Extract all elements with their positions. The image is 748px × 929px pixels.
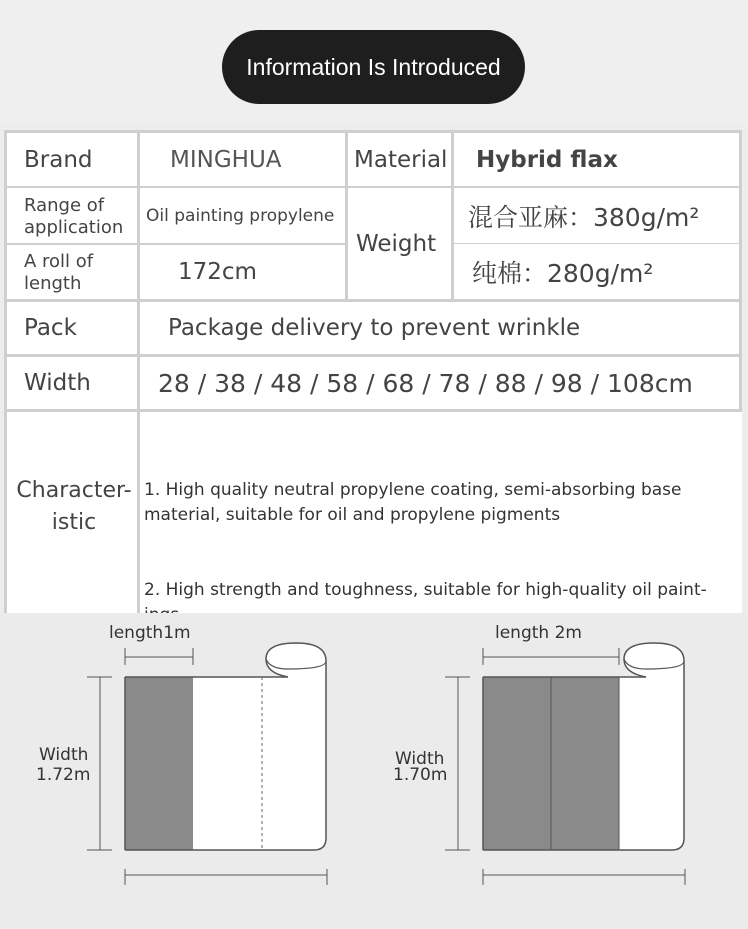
roll-length-label: A roll of length	[24, 250, 94, 294]
shaded-panel	[483, 677, 551, 850]
width-value-1: 1.72m	[36, 765, 91, 785]
header	[0, 0, 748, 124]
table-border-left	[4, 130, 7, 613]
canvas-roll-diagrams	[0, 613, 748, 929]
width-value: 28 / 38 / 48 / 58 / 68 / 78 / 88 / 98 / 108cm	[158, 368, 693, 398]
material-value: Hybrid flax	[476, 146, 618, 173]
width-label-1: Width	[39, 745, 89, 765]
weight-label: Weight	[356, 230, 437, 257]
row-divider	[4, 409, 742, 412]
weight-value-linen: 混合亚麻：380g/m²	[468, 202, 700, 232]
col-divider	[451, 130, 454, 302]
info-table	[4, 130, 742, 613]
material-label: Material	[354, 146, 448, 173]
col-divider	[137, 130, 140, 613]
row-divider	[4, 243, 346, 245]
shaded-panel	[125, 677, 193, 850]
table-border-right	[739, 130, 742, 412]
col-divider	[345, 130, 348, 302]
section-title: Information Is Introduced	[222, 30, 525, 104]
roll-diagram-2m	[445, 643, 685, 885]
roll-length-value: 172cm	[178, 259, 257, 285]
brand-value: MINGHUA	[170, 146, 282, 173]
range-label: Range of application	[24, 194, 124, 238]
characteristic-label	[12, 475, 136, 539]
size-diagrams	[0, 613, 748, 929]
shaded-panel	[551, 677, 619, 850]
range-value: Oil painting propylene	[146, 205, 335, 226]
weight-value-cotton: 纯棉：280g/m²	[472, 258, 654, 288]
width-value-2: 1.70m	[393, 765, 448, 785]
brand-label: Brand	[24, 146, 93, 173]
characteristic-label-line2: istic	[51, 510, 97, 535]
pack-value: Package delivery to prevent wrinkle	[168, 315, 581, 341]
width-label: Width	[24, 370, 91, 396]
length-label-2: length 2m	[495, 623, 582, 643]
length-label-1: length1m	[109, 623, 191, 643]
characteristic-item: 1. High quality neutral propylene coating, semi-absorbing base material, suitable for oil and propylene pigments	[144, 480, 682, 525]
width-label-2: Width	[395, 749, 445, 769]
roll-diagram-1m	[87, 643, 327, 885]
characteristic-label-line1: Character-	[16, 478, 132, 503]
pack-label: Pack	[24, 315, 77, 341]
characteristic-item: 2. High strength and toughness, suitable for high-quality oil paint-	[144, 580, 707, 600]
